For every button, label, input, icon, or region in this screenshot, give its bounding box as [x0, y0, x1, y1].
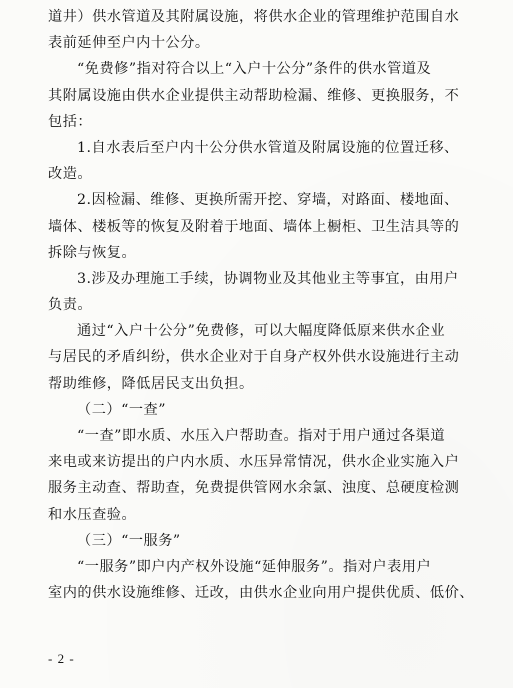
text-line: 室内的供水设施维修、迁改，由供水企业向用户提供优质、低价、 — [48, 585, 474, 602]
text-line: 负责。 — [48, 297, 93, 314]
text-line: 拆除与恢复。 — [48, 244, 137, 261]
text-line: 其附属设施由供水企业提供主动帮助检漏、维修、更换服务，不 — [48, 87, 460, 104]
text-line: 和水压查验。 — [48, 506, 137, 523]
text-line: 1.自水表后至户内十公分供水管道及附属设施的位置迁移、 — [77, 139, 459, 156]
text-line: 3.涉及办理施工手续，协调物业及其他业主等事宜，由用户 — [77, 270, 459, 287]
text-line: 墙体、楼板等的恢复及附着于地面、墙体上橱柜、卫生洁具等的 — [48, 218, 460, 235]
text-line: （二）“一查” — [77, 401, 166, 418]
text-line: “一查”即水质、水压入户帮助查。指对于用户通过各渠道 — [77, 428, 446, 444]
page-number: - 2 - — [48, 651, 75, 666]
text-line: 改造。 — [48, 166, 93, 183]
text-line: “一服务”即户内产权外设施“延伸服务”。指对户表用户 — [77, 558, 432, 575]
text-line: （三）“一服务” — [77, 532, 181, 549]
text-line: 帮助维修，降低居民支出负担。 — [48, 375, 254, 392]
text-line: 服务主动查、帮助查，免费提供管网水余氯、浊度、总硬度检测 — [48, 480, 460, 497]
body-text — [48, 4, 476, 606]
text-line: 与居民的矛盾纠纷，供水企业对于自身产权外供水设施进行主动 — [48, 349, 460, 366]
text-line: 2.因检漏、维修、更换所需开挖、穿墙，对路面、楼地面、 — [77, 192, 459, 209]
text-line: 来电或来访提出的户内水质、水压异常情况，供水企业实施入户 — [48, 454, 460, 471]
text-line: “免费修”指对符合以上“入户十公分”条件的供水管道及 — [77, 61, 432, 78]
text-line: 通过“入户十公分”免费修，可以大幅度降低原来供水企业 — [77, 323, 446, 340]
text-line: 道井）供水管道及其附属设施，将供水企业的管理维护范围自水 — [48, 9, 460, 25]
text-line: 表前延伸至户内十公分。 — [48, 35, 210, 52]
text-line: 包括： — [48, 113, 93, 130]
